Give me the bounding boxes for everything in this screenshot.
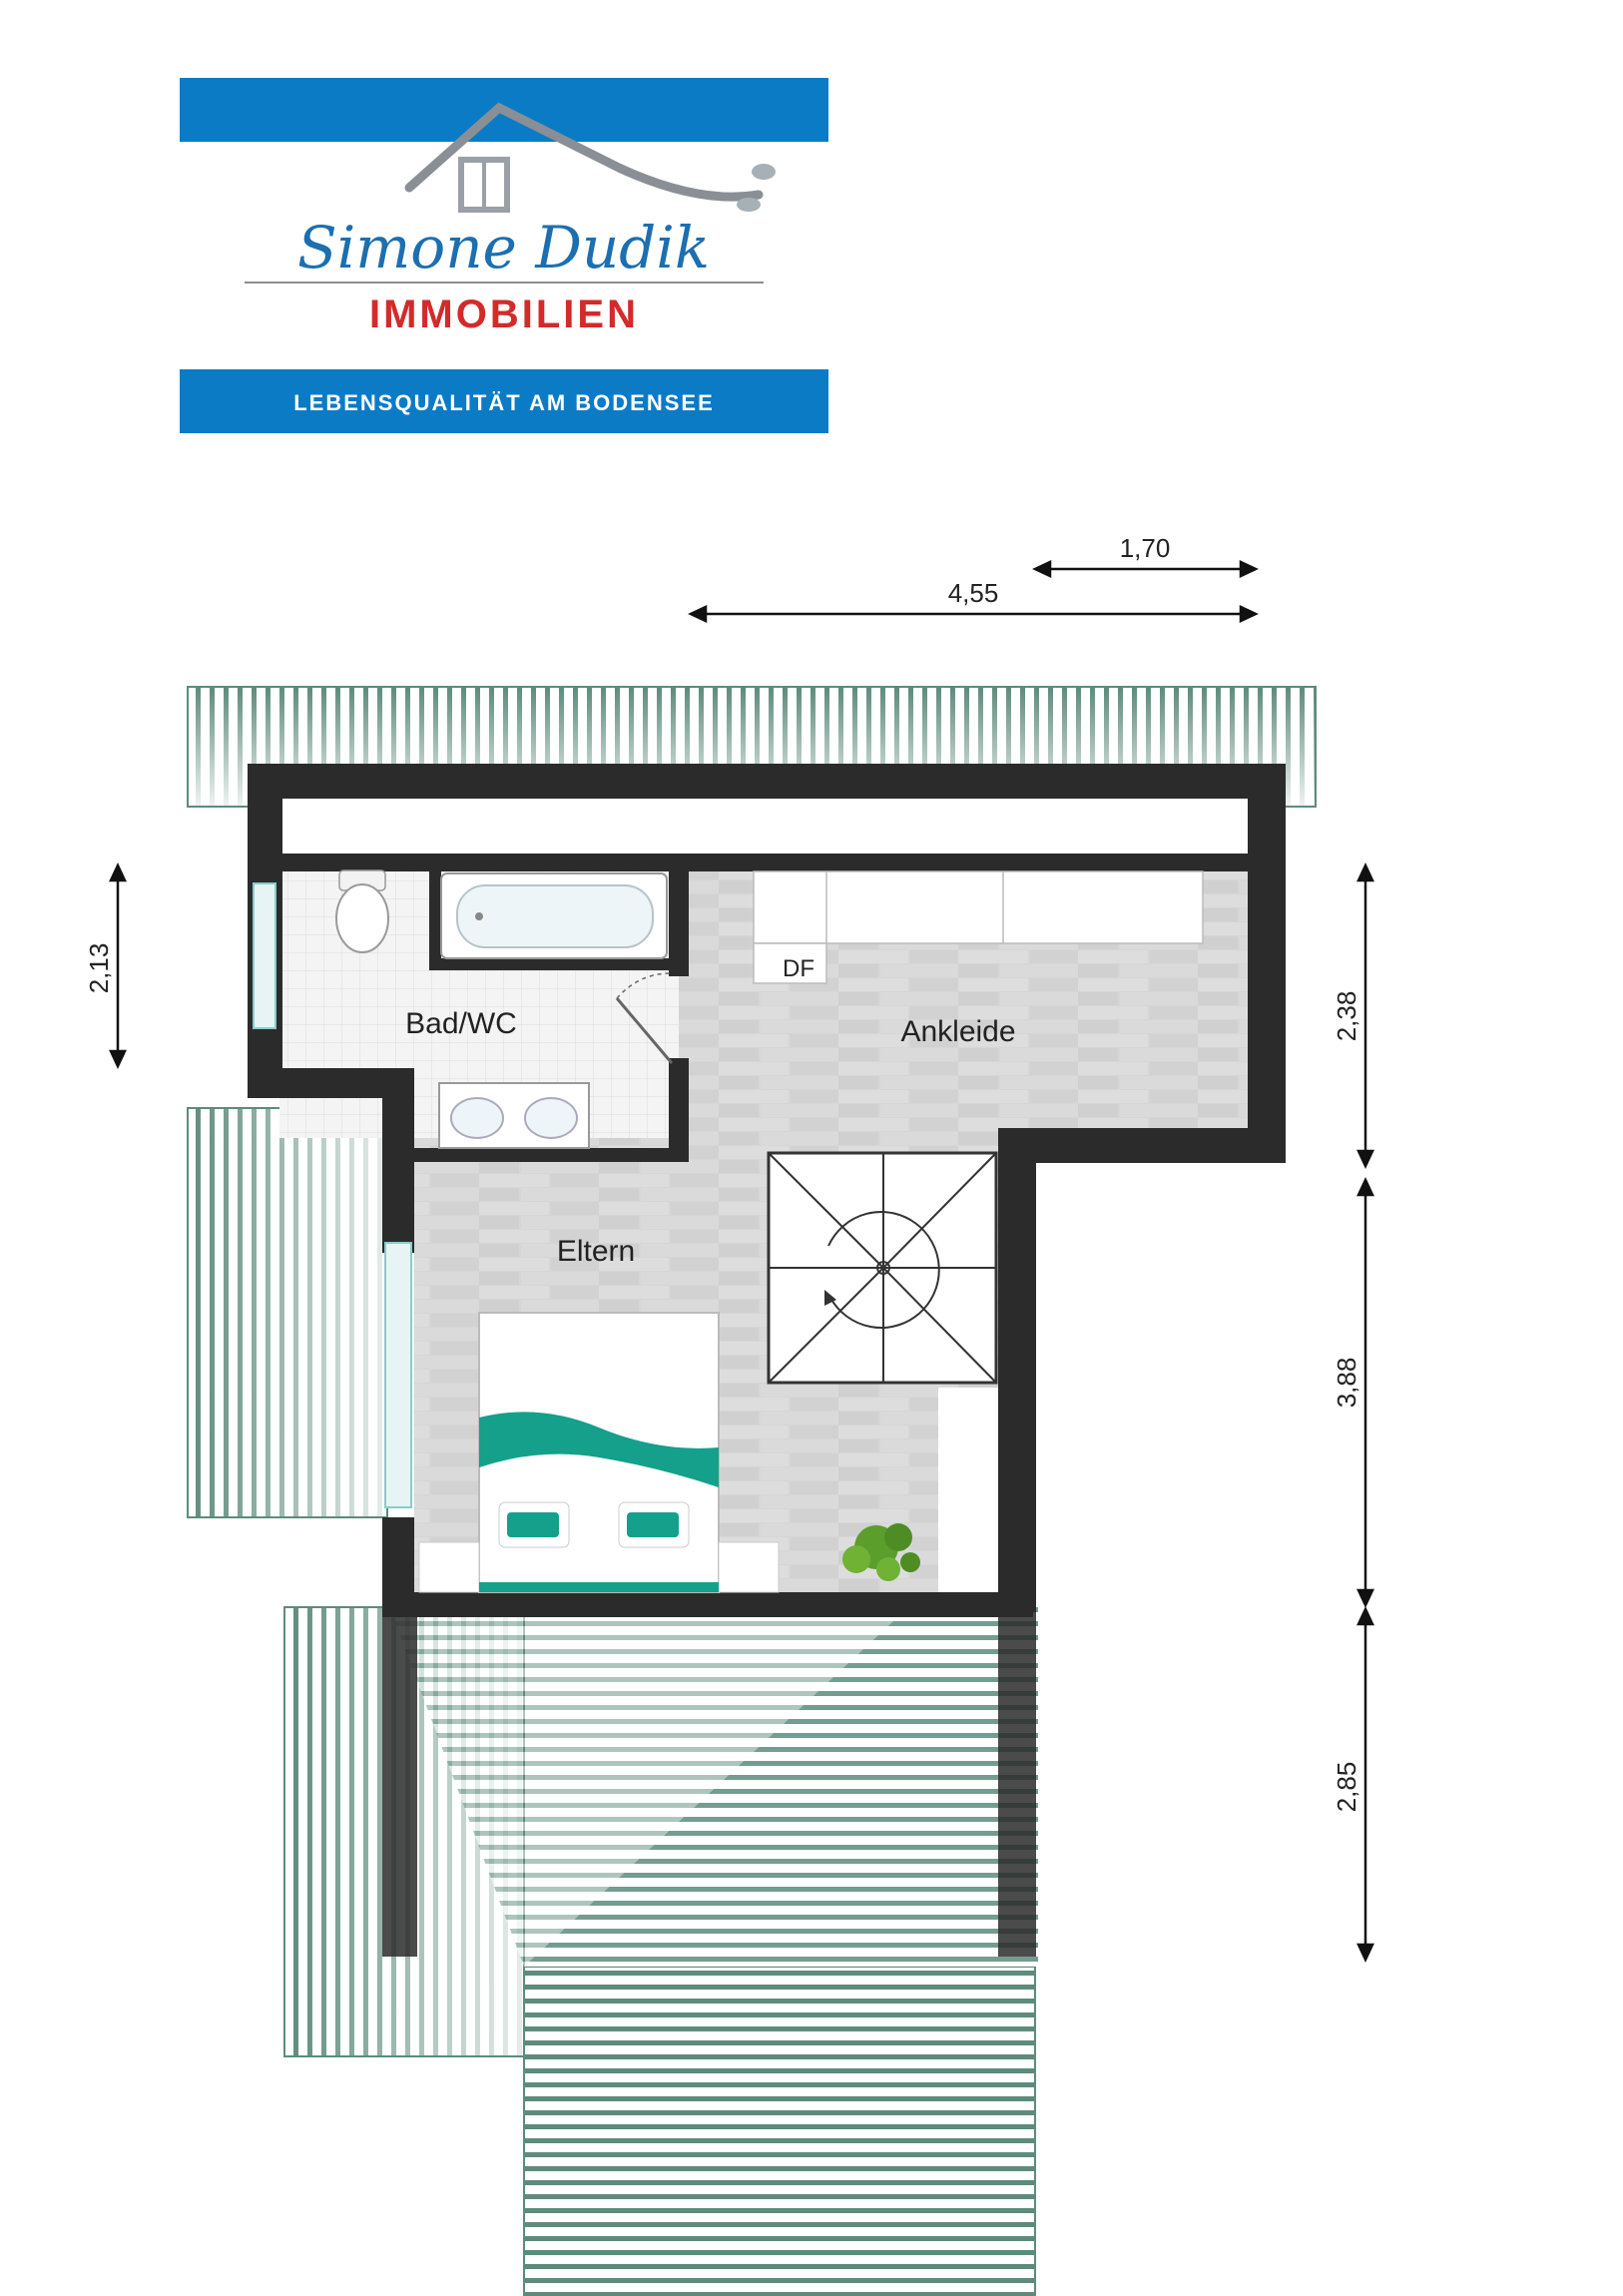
wall-top bbox=[248, 764, 1286, 799]
dimension-right-mid: 3,88 bbox=[1332, 1357, 1361, 1409]
logo-brand-script: Simone Dudik bbox=[297, 214, 710, 282]
dimension-right-top: 2,38 bbox=[1332, 990, 1361, 1042]
dimension-top-long: 4,55 bbox=[947, 578, 999, 608]
leaf-icon bbox=[752, 164, 776, 180]
toilet-icon bbox=[336, 870, 388, 952]
logo-tagline: Lebensqualität am Bodensee bbox=[293, 390, 715, 415]
wall-inner-top bbox=[282, 854, 1256, 871]
dimension-right-bottom: 2,85 bbox=[1332, 1761, 1361, 1813]
bathtub-icon bbox=[441, 873, 667, 958]
wall-step-right bbox=[998, 1128, 1286, 1163]
room-label-bedroom: Eltern bbox=[556, 1235, 636, 1268]
dormer-label: DF bbox=[783, 955, 814, 982]
dimension-top-short: 1,70 bbox=[1119, 533, 1171, 563]
company-logo bbox=[180, 78, 828, 433]
double-sink-icon bbox=[439, 1083, 589, 1148]
wall-bottom bbox=[404, 1592, 1033, 1617]
spiral-staircase-icon bbox=[769, 1153, 996, 1383]
logo-brand-caps: Immobilien bbox=[369, 292, 639, 336]
dimension-left: 2,13 bbox=[84, 942, 114, 994]
room-label-dressing: Ankleide bbox=[900, 1015, 1016, 1048]
room-label-bath: Bad/WC bbox=[405, 1007, 517, 1040]
